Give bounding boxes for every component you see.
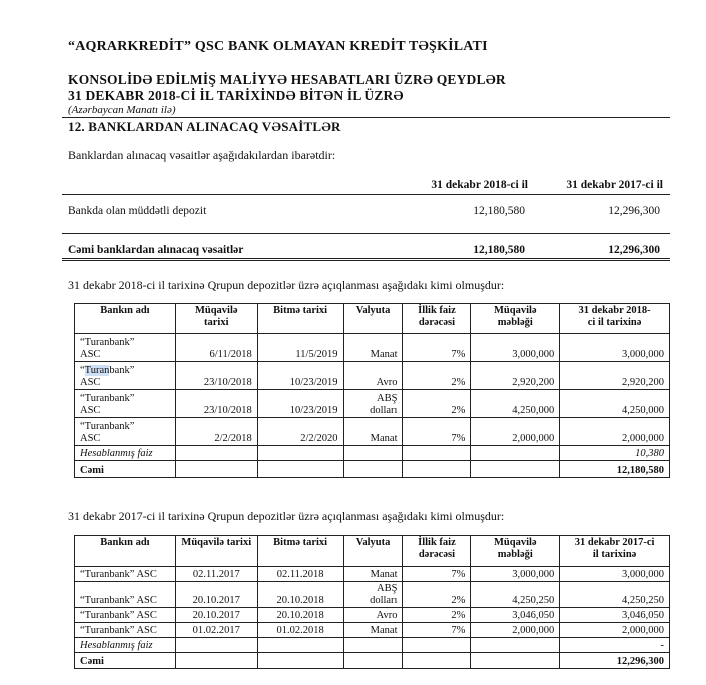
currency-cell: ABŞ dolları xyxy=(343,582,403,608)
contract-cell: 02.11.2017 xyxy=(175,567,257,582)
accrued-value: - xyxy=(560,638,670,653)
header-end-date: Bitmə tarixi xyxy=(257,304,343,334)
table-row xyxy=(75,418,670,446)
header-currency: Valyuta xyxy=(343,536,403,567)
total-value: 12,296,300 xyxy=(560,653,670,669)
contract-cell: 20.10.2017 xyxy=(175,582,257,608)
contract-cell: 23/10/2018 xyxy=(175,390,257,418)
summary-total-2017: 12,296,300 xyxy=(608,244,660,256)
deposits-2017-table xyxy=(74,535,670,669)
summary-total-rule-2 xyxy=(62,260,670,261)
balance-cell: 4,250,000 xyxy=(560,390,670,418)
amount-cell: 3,000,000 xyxy=(471,334,560,362)
deposits-2018-table xyxy=(74,303,670,478)
amount-cell: 4,250,250 xyxy=(471,582,560,608)
contract-cell: 01.02.2017 xyxy=(175,623,257,638)
section-title: 12. BANKLARDAN ALINACAQ VƏSAİTLƏR xyxy=(68,119,341,134)
table-header-row xyxy=(75,536,670,567)
summary-row-2017: 12,296,300 xyxy=(608,205,660,217)
total-label: Cəmi xyxy=(75,653,176,669)
amount-cell: 3,000,000 xyxy=(471,567,560,582)
balance-cell: 2,000,000 xyxy=(560,418,670,446)
summary-total-2018: 12,180,580 xyxy=(473,244,525,256)
summary-total-rule-1 xyxy=(62,258,670,259)
amount-cell: 4,250,000 xyxy=(471,390,560,418)
amount-cell: 2,920,200 xyxy=(471,362,560,390)
balance-cell: 3,046,050 xyxy=(560,608,670,623)
end-cell: 10/23/2019 xyxy=(257,362,343,390)
total-row xyxy=(75,653,670,669)
bank-cell: “Turanbank” ASC xyxy=(75,567,176,582)
company-name: “AQRARKREDİT” QSC BANK OLMAYAN KREDİT TƏŞKİLATI xyxy=(68,39,488,54)
accrued-value: 10,380 xyxy=(560,446,670,461)
summary-row-2018: 12,180,580 xyxy=(473,205,525,217)
accrued-interest-row xyxy=(75,446,670,461)
header-bank-name: Bankın adı xyxy=(75,536,176,567)
contract-cell: 20.10.2017 xyxy=(175,608,257,623)
header-currency: Valyuta xyxy=(343,304,403,334)
currency-note: (Azərbaycan Manatı ilə) xyxy=(68,104,176,116)
summary-total-top-rule xyxy=(62,233,670,234)
table2017-intro: 31 dekabr 2017-ci il tarixinə Qrupun depozitlər üzrə açıqlanması aşağıdakı kimi olmuşdur: xyxy=(68,509,505,523)
header-rate: İllik faiz dərəcəsi xyxy=(403,536,471,567)
rate-cell: 7% xyxy=(403,623,471,638)
selection-highlight: Turan xyxy=(84,365,110,376)
rate-cell: 7% xyxy=(403,418,471,446)
currency-cell: Manat xyxy=(343,418,403,446)
summary-col-2018: 31 dekabr 2018-ci il xyxy=(431,179,528,191)
amount-cell: 2,000,000 xyxy=(471,623,560,638)
bank-cell: “Turanbank” ASC xyxy=(75,608,176,623)
end-cell: 2/2/2020 xyxy=(257,418,343,446)
summary-col-2017: 31 dekabr 2017-ci il xyxy=(566,179,663,191)
table-header-row xyxy=(75,304,670,334)
accrued-label: Hesablanmış faiz xyxy=(75,638,176,653)
contract-cell: 6/11/2018 xyxy=(175,334,257,362)
table-row xyxy=(75,567,670,582)
end-cell: 20.10.2018 xyxy=(257,582,343,608)
accrued-interest-row xyxy=(75,638,670,653)
summary-header-rule xyxy=(62,194,670,195)
amount-cell: 3,046,050 xyxy=(471,608,560,623)
bank-cell: “Turanbank” ASC xyxy=(75,418,176,446)
end-cell: 11/5/2019 xyxy=(257,334,343,362)
header-contract-date: Müqavilə tarixi xyxy=(175,536,257,567)
header-amount: Müqavilə məbləği xyxy=(471,304,560,334)
bank-cell: “Turanbank” ASC xyxy=(75,582,176,608)
balance-cell: 3,000,000 xyxy=(560,567,670,582)
end-cell: 01.02.2018 xyxy=(257,623,343,638)
header-bank-name: Bankın adı xyxy=(75,304,176,334)
total-value: 12,180,580 xyxy=(560,461,670,478)
currency-cell: Manat xyxy=(343,567,403,582)
table-row xyxy=(75,608,670,623)
header-end-date: Bitmə tarixi xyxy=(257,536,343,567)
bank-cell: “Turanbank” ASC xyxy=(75,390,176,418)
header-contract-date: Müqavilə tarixi xyxy=(175,304,257,334)
balance-cell: 2,000,000 xyxy=(560,623,670,638)
table-row xyxy=(75,623,670,638)
balance-cell: 2,920,200 xyxy=(560,362,670,390)
end-cell: 02.11.2018 xyxy=(257,567,343,582)
rate-cell: 2% xyxy=(403,390,471,418)
summary-row-label: Bankda olan müddətli depozit xyxy=(68,205,207,217)
balance-cell: 4,250,250 xyxy=(560,582,670,608)
rate-cell: 2% xyxy=(403,582,471,608)
balance-cell: 3,000,000 xyxy=(560,334,670,362)
header-balance: 31 dekabr 2017-ci il tarixinə xyxy=(560,536,670,567)
table2018-intro: 31 dekabr 2018-ci il tarixinə Qrupun depozitlər üzrə açıqlanması aşağıdakı kimi olmuşdur: xyxy=(68,278,505,292)
currency-cell: Manat xyxy=(343,334,403,362)
bank-cell: “Turanbank” ASC xyxy=(75,362,176,390)
table-row xyxy=(75,362,670,390)
contract-cell: 23/10/2018 xyxy=(175,362,257,390)
end-cell: 20.10.2018 xyxy=(257,608,343,623)
currency-cell: ABŞ dolları xyxy=(343,390,403,418)
rate-cell: 2% xyxy=(403,362,471,390)
end-cell: 10/23/2019 xyxy=(257,390,343,418)
report-title-line1: KONSOLİDƏ EDİLMİŞ MALİYYƏ HESABATLARI ÜZRƏ QEYDLƏR xyxy=(68,72,506,87)
header-amount: Müqavilə məbləği xyxy=(471,536,560,567)
table-row xyxy=(75,582,670,608)
bank-cell: “Turanbank” ASC xyxy=(75,623,176,638)
header-balance: 31 dekabr 2018- ci il tarixinə xyxy=(560,304,670,334)
rate-cell: 7% xyxy=(403,567,471,582)
summary-total-label: Cəmi banklardan alınacaq vəsaitlər xyxy=(68,244,244,256)
rate-cell: 7% xyxy=(403,334,471,362)
table-row xyxy=(75,390,670,418)
contract-cell: 2/2/2018 xyxy=(175,418,257,446)
section-intro: Banklardan alınacaq vəsaitlər aşağıdakılardan ibarətdir: xyxy=(68,148,336,162)
currency-cell: Avro xyxy=(343,608,403,623)
amount-cell: 2,000,000 xyxy=(471,418,560,446)
bank-cell: “Turanbank” ASC xyxy=(75,334,176,362)
header-rate: İllik faiz dərəcəsi xyxy=(403,304,471,334)
accrued-label: Hesablanmış faiz xyxy=(75,446,176,461)
header-rule xyxy=(62,117,670,118)
report-title-line2: 31 DEKABR 2018-Cİ İL TARİXİNDƏ BİTƏN İL ÜZRƏ xyxy=(68,88,404,103)
rate-cell: 2% xyxy=(403,608,471,623)
currency-cell: Avro xyxy=(343,362,403,390)
total-label: Cəmi xyxy=(75,461,176,478)
table-row xyxy=(75,334,670,362)
currency-cell: Manat xyxy=(343,623,403,638)
total-row xyxy=(75,461,670,478)
